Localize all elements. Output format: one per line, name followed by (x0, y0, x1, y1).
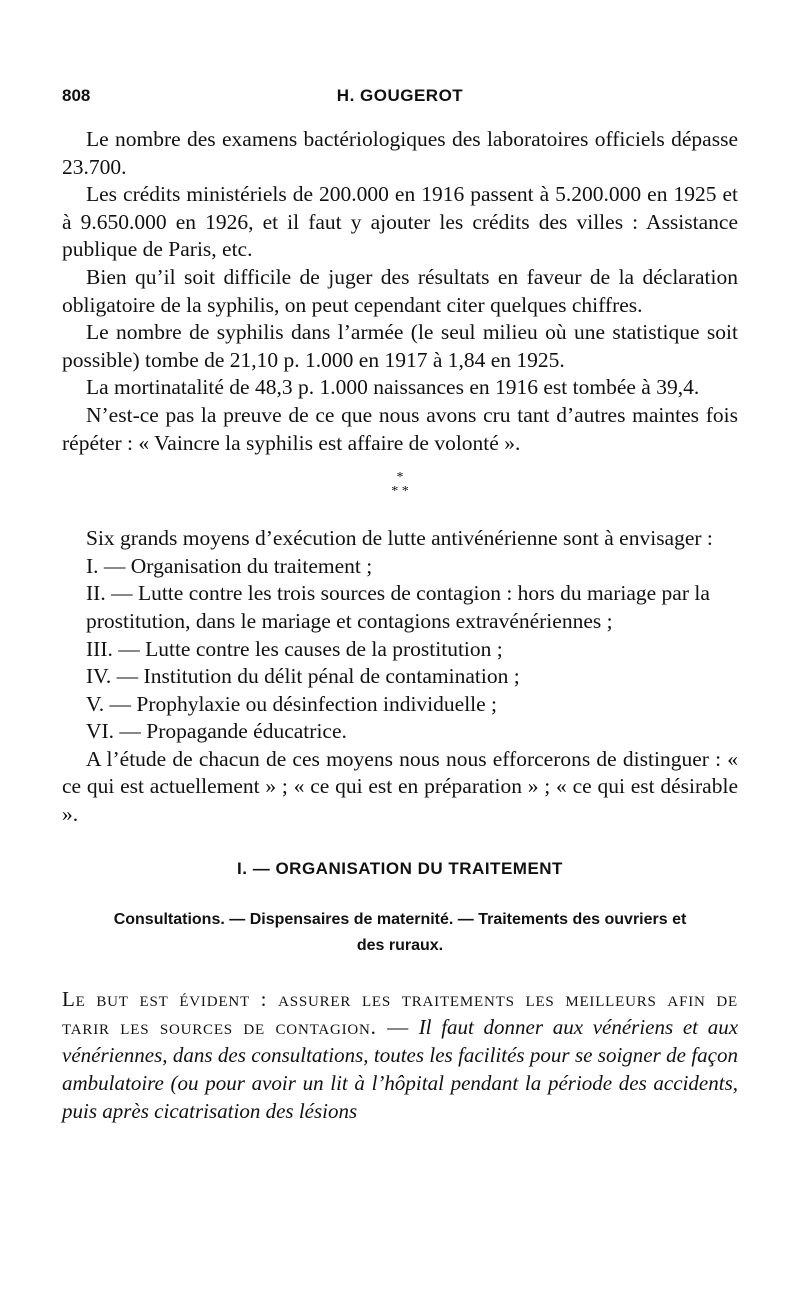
running-header (62, 86, 738, 116)
final-paragraph-italic: Il faut donner aux vénériens et aux vénériennes, dans des consultations, toutes les facilités pour se soigner de façon ambulatoire (ou pour avoir un lit à l’hôpital pendant la période des accidents, puis après cicatrisation des lésions (62, 1014, 739, 1123)
means-item-1: I. — Organisation du traitement ; (86, 553, 373, 578)
final-paragraph-caps: Le but est évident : assurer les traitements les meilleurs afin de tarir les sources de contagion. — (62, 986, 738, 1039)
asterism-separator (62, 471, 738, 499)
means-conclusion: A l’étude de chacun de ces moyens nous nous efforcerons de distinguer : « ce qui est actuellement » ; « ce qui est en préparation » ; « ce qui est désirable ». (62, 746, 738, 827)
page (62, 86, 738, 1146)
running-title: H. GOUGEROT (336, 86, 464, 105)
paragraph-armee: Le nombre de syphilis dans l’armée (le seul milieu où une statistique soit possible) tombe de 21,10 p. 1.000 en 1917 à 1,84 en 1925. (62, 320, 738, 372)
paragraph-credits: Les crédits ministériels de 200.000 en 1916 passent à 5.200.000 en 1925 et à 9.650.000 en 1926, et il faut y ajouter les crédits des villes : Assistance publique de Paris, etc. (62, 182, 738, 262)
page-number: 808 (62, 86, 91, 105)
paragraph-mortinatalite: La mortinatalité de 48,3 p. 1.000 naissances en 1916 est tombée à 39,4. (86, 375, 700, 400)
paragraph-declaration: Bien qu’il soit difficile de juger des résultats en faveur de la déclaration obligatoire de la syphilis, on peut cependant citer quelques chiffres. (62, 264, 738, 317)
paragraph-volonte: N’est-ce pas la preuve de ce que nous avons cru tant d’autres maintes fois répéter : « Vaincre la syphilis est affaire de volonté ». (62, 402, 738, 455)
final-paragraph (62, 985, 738, 1125)
means-item-5: V. — Prophylaxie ou désinfection individuelle ; (86, 691, 498, 716)
means-item-6: VI. — Propagande éducatrice. (86, 719, 347, 744)
means-intro: Six grands moyens d’exécution de lutte antivénérienne sont à envisager : (86, 526, 713, 551)
means-item-3: III. — Lutte contre les causes de la prostitution ; (86, 636, 503, 661)
asterism-bottom: * * (391, 484, 409, 500)
section-heading: I. — ORGANISATION DU TRAITEMENT (237, 858, 563, 878)
means-item-2: II. — Lutte contre les trois sources de contagion : hors du mariage par la prostitution, dans le mariage et contagions extravénériennes ; (86, 581, 710, 633)
means-item-4: IV. — Institution du délit pénal de contamination ; (86, 664, 520, 689)
asterism-top: * (396, 470, 404, 486)
section-subheading: Consultations. — Dispensaires de maternité. — Traitements des ouvriers et des ruraux. (113, 910, 687, 954)
paragraph-examens: Le nombre des examens bactériologiques des laboratoires officiels dépasse 23.700. (62, 127, 738, 179)
body-text (62, 126, 738, 829)
